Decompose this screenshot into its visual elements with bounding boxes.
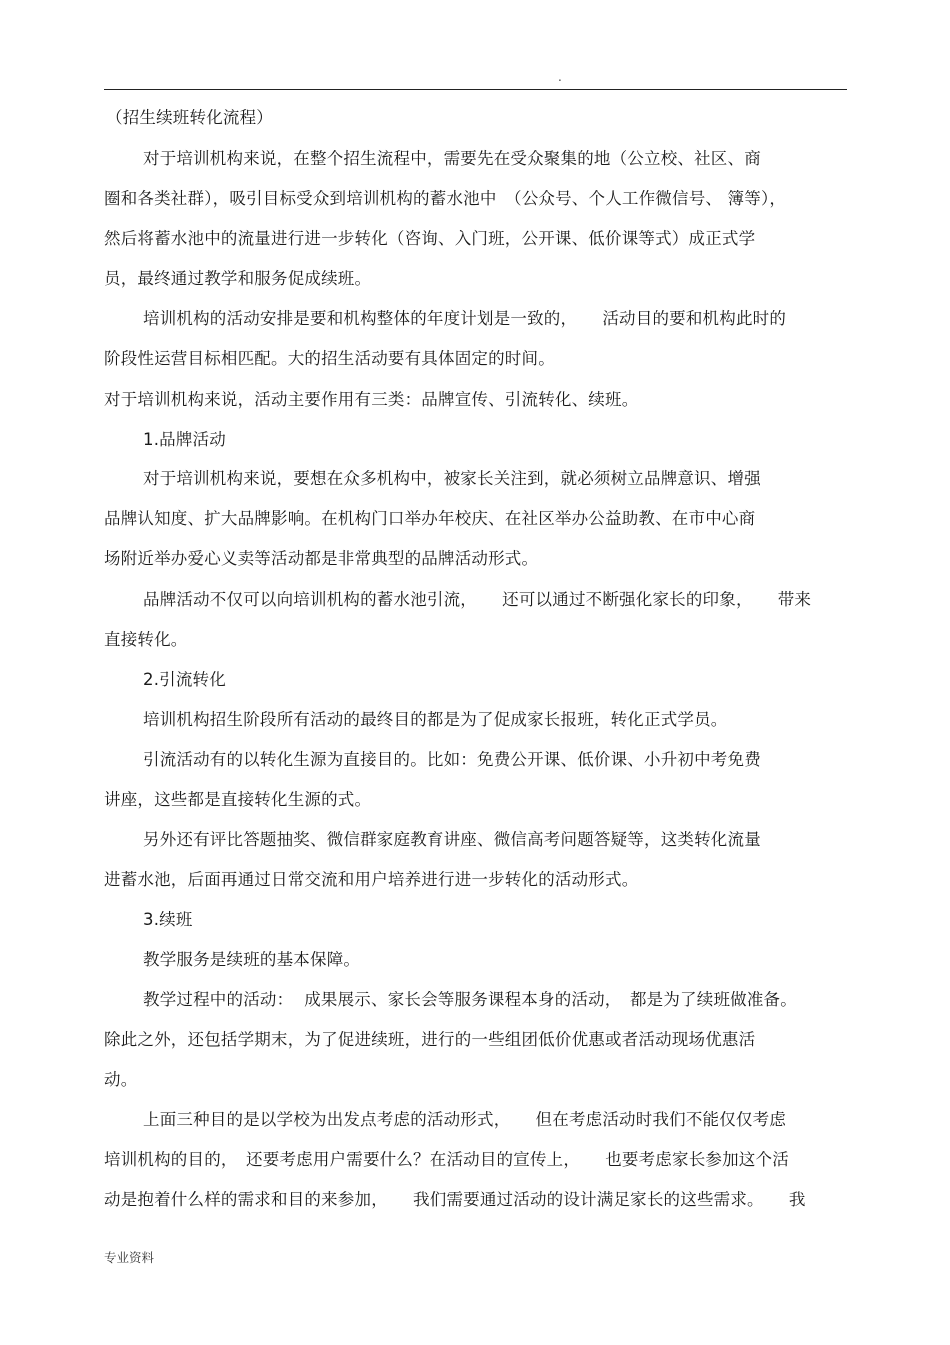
section-heading: 2.引流转化 bbox=[143, 670, 226, 689]
paragraph-line: 阶段性运营目标相匹配。大的招生活动要有具体固定的时间。 bbox=[104, 349, 555, 368]
paragraph-line: 场附近举办爱心义卖等活动都是非常典型的品牌活动形式。 bbox=[104, 549, 539, 568]
paragraph-line: 培训机构招生阶段所有活动的最终目的都是为了促成家长报班，转化正式学员。 bbox=[143, 710, 728, 729]
footer-label: 专业资料 bbox=[104, 1250, 155, 1265]
paragraph-line: 教学过程中的活动： 成果展示、家长会等服务课程本身的活动， 都是为了续班做准备。 bbox=[143, 990, 797, 1009]
section-heading: 1.品牌活动 bbox=[143, 430, 226, 449]
paragraph-line: 对于培训机构来说，要想在众多机构中，被家长关注到，就必须树立品牌意识、增强 bbox=[143, 469, 761, 488]
section-heading: 3.续班 bbox=[143, 910, 193, 929]
paragraph-line: 讲座，这些都是直接转化生源的式。 bbox=[104, 790, 372, 809]
paragraph-line: 对于培训机构来说，活动主要作用有三类：品牌宣传、引流转化、续班。 bbox=[104, 390, 639, 409]
paragraph-line: 进蓄水池，后面再通过日常交流和用户培养进行进一步转化的活动形式。 bbox=[104, 870, 639, 889]
paragraph-line: 除此之外，还包括学期末，为了促进续班，进行的一些组团低价优惠或者活动现场优惠活 bbox=[104, 1030, 756, 1049]
paragraph-line: 动。 bbox=[104, 1070, 138, 1089]
paragraph-line: 引流活动有的以转化生源为直接目的。比如：免费公开课、低价课、小升初中考免费 bbox=[143, 750, 761, 769]
doc-subtitle: （招生续班转化流程） bbox=[106, 108, 273, 127]
header-rule bbox=[104, 89, 847, 90]
header-mark: . bbox=[558, 70, 562, 84]
paragraph-line: 员，最终通过教学和服务促成续班。 bbox=[104, 269, 372, 288]
paragraph-line: 品牌认知度、扩大品牌影响。在机构门口举办年校庆、在社区举办公益助教、在市中心商 bbox=[104, 509, 756, 528]
paragraph-line: 培训机构的活动安排是要和机构整体的年度计划是一致的， 活动目的要和机构此时的 bbox=[143, 309, 787, 328]
paragraph-line: 教学服务是续班的基本保障。 bbox=[143, 950, 361, 969]
paragraph-line: 对于培训机构来说，在整个招生流程中，需要先在受众聚集的地（公立校、社区、商 bbox=[143, 149, 761, 168]
paragraph-line: 然后将蓄水池中的流量进行进一步转化（咨询、入门班，公开课、低价课等式）成正式学 bbox=[104, 229, 756, 248]
paragraph-line: 品牌活动不仅可以向培训机构的蓄水池引流， 还可以通过不断强化家长的印象， 带来 bbox=[143, 590, 812, 609]
paragraph-line: 另外还有评比答题抽奖、微信群家庭教育讲座、微信高考问题答疑等，这类转化流量 bbox=[143, 830, 761, 849]
paragraph-line: 直接转化。 bbox=[104, 630, 188, 649]
paragraph-line: 培训机构的目的， 还要考虑用户需要什么？在活动目的宣传上， 也要考虑家长参加这个活 bbox=[104, 1150, 789, 1169]
paragraph-line: 上面三种目的是以学校为出发点考虑的活动形式， 但在考虑活动时我们不能仅仅考虑 bbox=[143, 1110, 787, 1129]
paragraph-line: 动是抱着什么样的需求和目的来参加， 我们需要通过活动的设计满足家长的这些需求。 我 bbox=[104, 1190, 806, 1209]
paragraph-line: 圈和各类社群），吸引目标受众到培训机构的蓄水池中 （公众号、个人工作微信号、 簿等）， bbox=[104, 189, 787, 208]
